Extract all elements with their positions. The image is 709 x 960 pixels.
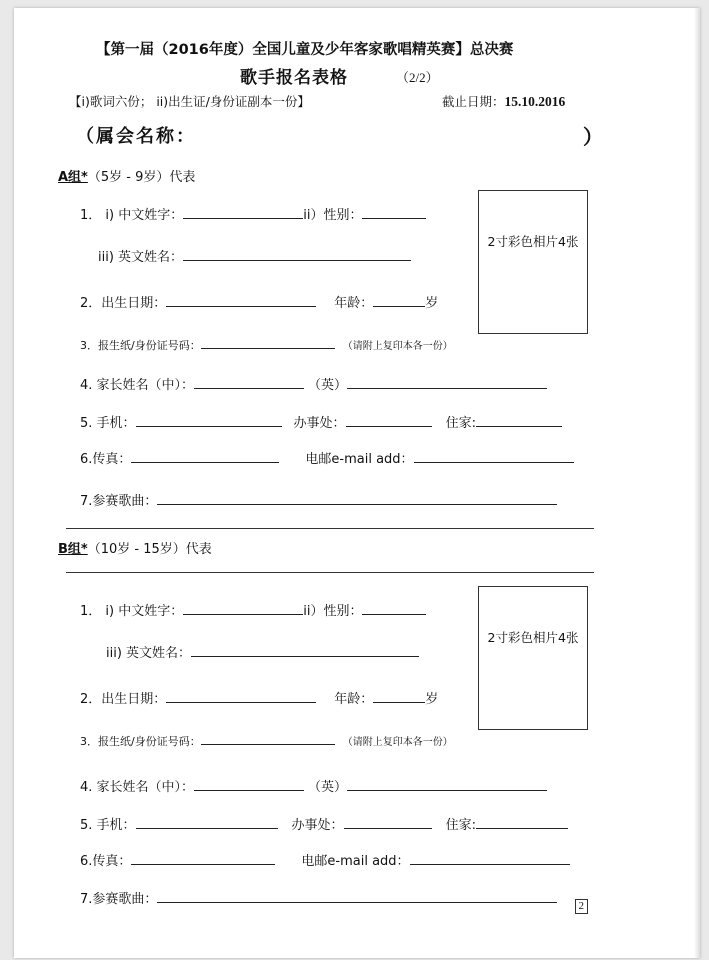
group-a-gender-field[interactable] [362,206,426,219]
group-b-header [58,538,212,557]
group-a-cn-name-field[interactable] [183,206,303,219]
group-b-mobile-label: 5. 手机： [80,818,136,833]
form-subtitle: 歌手报名表格 [240,68,348,88]
group-b-home-label: 住家: [445,818,476,833]
group-b-photo-box[interactable] [478,586,588,730]
group-a-id-label: 3．报生纸/身份证号码： [80,339,201,352]
group-a-photo-box[interactable] [478,190,588,334]
group-a-row5 [80,412,562,431]
requirements-note: 【i)歌词六份； ii)出生证/身份证副本一份】 [69,94,310,109]
group-a-en-name-label: iii) 英文姓名： [98,250,184,265]
group-b-age-field[interactable] [373,690,425,703]
group-b-label: B组* [58,542,88,557]
group-a-email-field[interactable] [414,450,574,463]
group-b-parent-cn-label: 4. 家长姓名（中）： [80,780,195,795]
group-b-range: （10岁 - 15岁）代表 [87,542,212,557]
group-b-song-field[interactable] [157,890,557,903]
group-a-fax-label: 6.传真： [80,452,132,467]
page-edge-shadow [694,8,700,958]
group-a-mobile-label: 5. 手机： [80,416,136,431]
group-a-office-label: 办事处： [293,416,346,431]
group-a-row2 [80,292,438,311]
deadline [442,92,565,110]
group-a-email-label: 电邮e-mail add： [305,452,414,467]
group-b-age-label: 年龄： [334,692,374,707]
group-b-row7 [80,888,557,907]
group-b-row1b [106,642,419,661]
group-b-parent-en-field[interactable] [347,778,547,791]
group-a-row4 [80,374,547,393]
group-b-gender-field[interactable] [362,602,426,615]
group-a-row1b [98,246,411,265]
group-b-dob-field[interactable] [166,690,316,703]
group-a-row7 [80,490,557,509]
group-a-parent-en-field[interactable] [347,376,547,389]
group-a-parent-cn-label: 4. 家长姓名（中）： [80,378,195,393]
group-a-parent-en-label: （英） [308,378,348,393]
group-b-row3 [80,732,453,749]
group-a-num1: 1． [80,208,102,223]
page-fraction: （2/2） [396,70,439,85]
group-b-row6 [80,850,570,869]
group-b-photo-text: 2寸彩色相片4张 [487,630,579,645]
group-b-mobile-field[interactable] [136,816,278,829]
group-b-row2 [80,688,438,707]
group-b-num1: 1． [80,604,102,619]
group-a-cn-name-label: i) 中文姓字： [105,208,184,223]
group-b-home-field[interactable] [476,816,568,829]
group-b-email-field[interactable] [410,852,570,865]
group-a-row3 [80,336,453,353]
association-close: ） [583,125,603,149]
group-a-age-label: 年龄： [334,296,374,311]
group-a-range: （5岁 - 9岁）代表 [87,170,196,185]
group-a-home-field[interactable] [476,414,562,427]
group-a-dob-label: 2．出生日期： [80,296,167,311]
group-a-home-label: 住家: [445,416,476,431]
group-b-fax-label: 6.传真： [80,854,132,869]
group-a-mobile-field[interactable] [136,414,282,427]
group-b-fax-field[interactable] [131,852,275,865]
group-a-en-name-field[interactable] [183,248,411,261]
form-page [14,8,700,958]
group-b-email-label: 电邮e-mail add： [301,854,410,869]
form-title: 【第一届（2016年度）全国儿童及少年客家歌唱精英赛】总决赛 [96,42,514,58]
deadline-label: 截止日期： [442,94,505,109]
group-a-id-field[interactable] [201,336,335,349]
group-b-id-label: 3．报生纸/身份证号码： [80,735,201,748]
group-b-parent-en-label: （英） [308,780,348,795]
group-a-age-field[interactable] [373,294,425,307]
group-b-row5 [80,814,568,833]
group-b-gender-label: ii）性别： [303,604,363,619]
group-b-age-unit: 岁 [425,692,439,707]
group-b-en-name-label: iii) 英文姓名： [106,646,192,661]
group-a-label: A组* [58,170,88,185]
group-b-cn-name-field[interactable] [183,602,303,615]
group-a-age-unit: 岁 [425,296,439,311]
group-a-dob-field[interactable] [166,294,316,307]
group-a-row1 [80,204,426,223]
group-a-song-label: 7.参赛歌曲： [80,494,158,509]
association-name-label: （属会名称： [76,126,196,147]
group-a-row6 [80,448,574,467]
group-b-id-note: （请附上复印本各一份） [342,737,453,748]
group-b-id-field[interactable] [201,732,335,745]
group-b-row1 [80,600,426,619]
group-a-office-field[interactable] [346,414,432,427]
group-a-photo-text: 2寸彩色相片4张 [487,234,579,249]
group-b-song-label: 7.参赛歌曲： [80,892,158,907]
deadline-value: 15.10.2016 [504,94,566,109]
group-b-office-label: 办事处： [291,818,344,833]
group-b-office-field[interactable] [344,816,432,829]
group-a-fax-field[interactable] [131,450,279,463]
group-a-id-note: （请附上复印本各一份） [342,341,453,352]
group-b-dob-label: 2．出生日期： [80,692,167,707]
group-a-header [58,166,195,185]
group-b-row4 [80,776,547,795]
page-number: 2 [575,899,589,914]
divider-line [66,528,594,529]
group-b-cn-name-label: i) 中文姓字： [105,604,184,619]
group-b-parent-cn-field[interactable] [194,778,304,791]
group-b-en-name-field[interactable] [191,644,419,657]
group-a-parent-cn-field[interactable] [194,376,304,389]
divider-line [66,572,594,573]
group-a-song-field[interactable] [157,492,557,505]
group-a-gender-label: ii）性别： [303,208,363,223]
